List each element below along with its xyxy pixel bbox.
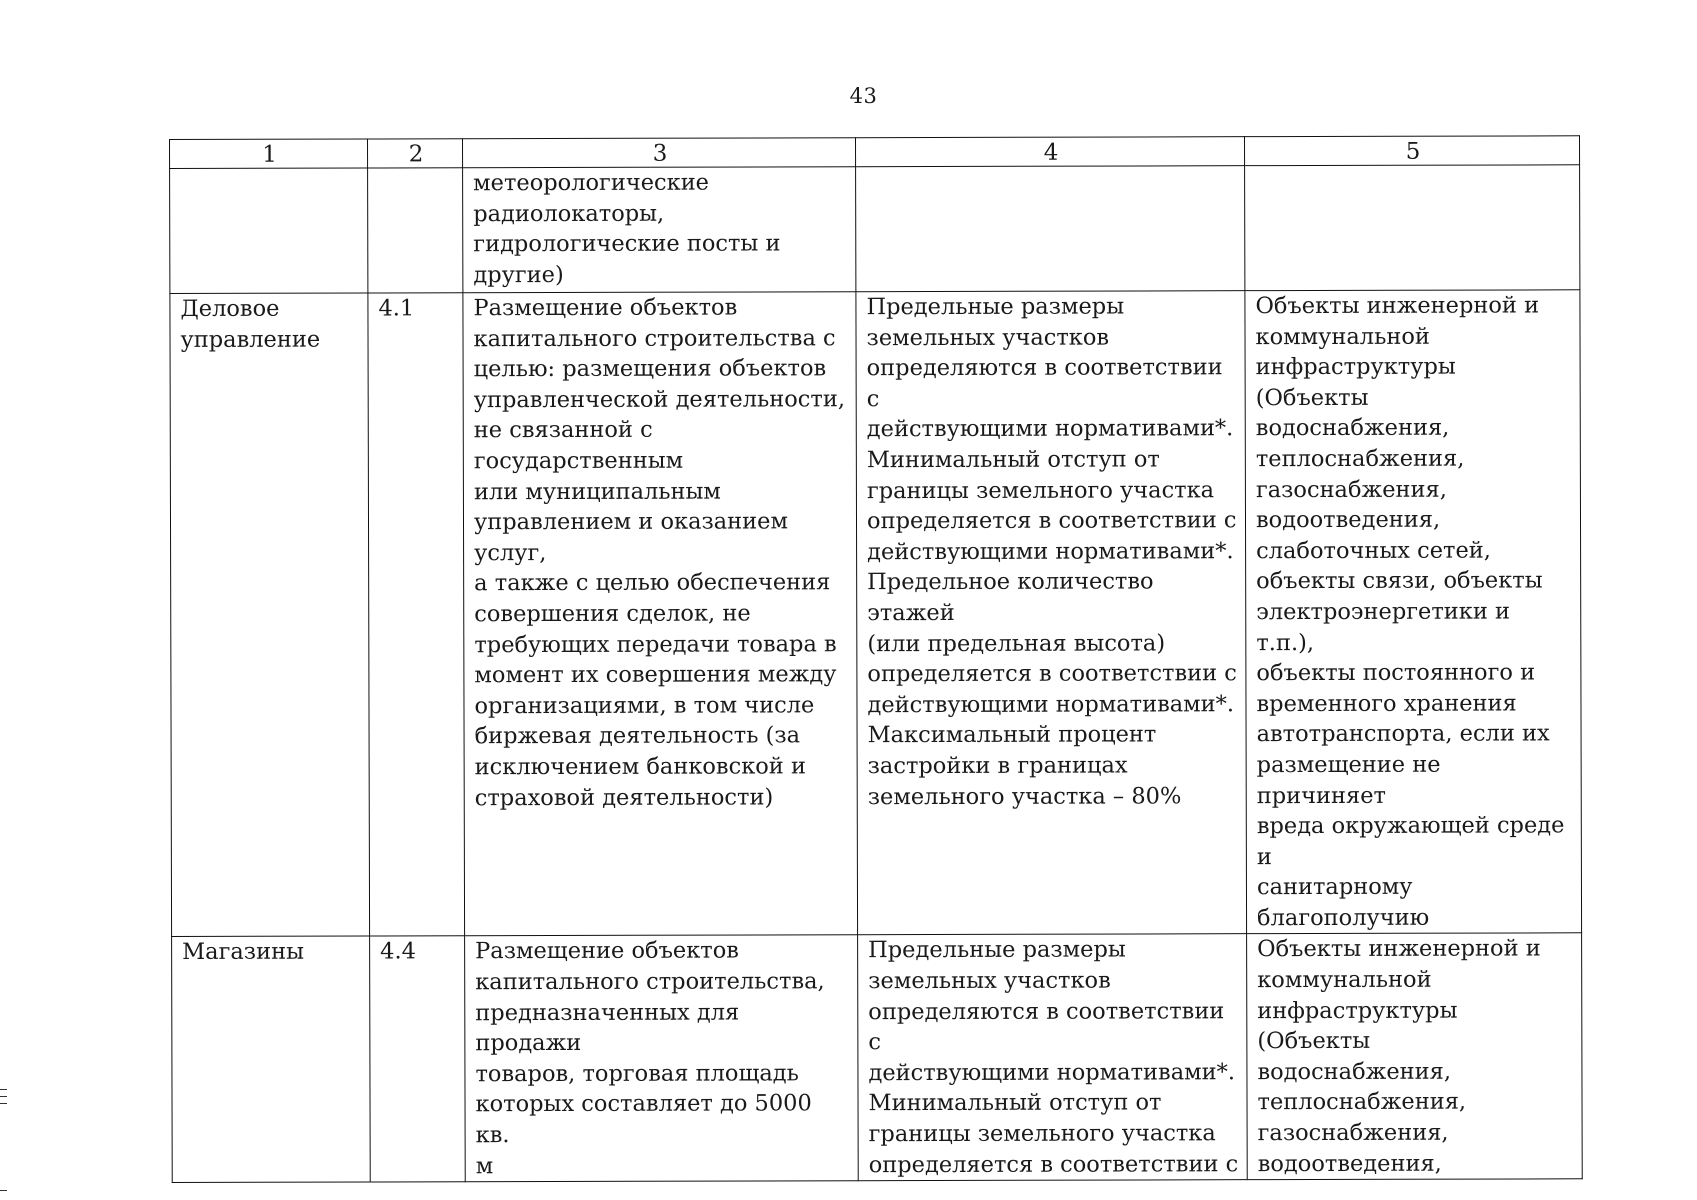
scan-edge-mark <box>0 1190 7 1191</box>
zoning-table <box>169 135 1583 1183</box>
cell-name <box>170 168 368 294</box>
cell-auxiliary: Объекты инженерной и коммунальной инфраструктуры (Объекты водоснабжения, теплоснабжения, газоснабжения, водоотведения, <box>1247 933 1583 1180</box>
cell-parameters <box>856 166 1245 292</box>
table-row <box>172 933 1583 1182</box>
column-header-3: 3 <box>463 138 856 168</box>
table-row <box>170 165 1580 294</box>
cell-code: 4.4 <box>370 936 466 1182</box>
scan-edge-mark <box>0 1103 7 1104</box>
column-header-4: 4 <box>855 137 1244 167</box>
scan-edge-mark <box>0 1089 7 1090</box>
cell-name: Деловое управление <box>170 293 370 937</box>
cell-auxiliary <box>1245 165 1580 291</box>
cell-code: 4.1 <box>368 293 465 937</box>
table-row <box>170 290 1582 937</box>
cell-parameters: Предельные размеры земельных участков определяются в соответствии с действующими нормативами*. Минимальный отступ от границы земельного участка определяется в соответствии с действующими нормативами*. Предельное количество этажей (или предельная высота) определяется в соответствии с действующими нормативами*. Максимальный процент застройки в границах земельного участка – 80% <box>856 291 1247 935</box>
cell-code <box>368 168 463 293</box>
page-number: 43 <box>849 84 878 108</box>
column-header-5: 5 <box>1244 136 1579 166</box>
scan-edge-mark <box>0 1096 7 1097</box>
column-header-1: 1 <box>170 139 368 169</box>
cell-parameters: Предельные размеры земельных участков определяются в соответствии с действующими нормативами*. Минимальный отступ от границы земельного участка определяется в соответствии с <box>858 934 1248 1181</box>
cell-auxiliary: Объекты инженерной и коммунальной инфраструктуры (Объекты водоснабжения, теплоснабжения, газоснабжения, водоотведения, слаботочных сетей, объекты связи, объекты электроэнергетики и т.п.), объекты постоянного и временного хранения автотранспорта, если их размещение не причиняет вреда окружающей среде и санитарному благополучию <box>1245 290 1582 934</box>
column-header-2: 2 <box>368 139 463 168</box>
cell-description: Размещение объектов капитального строительства, предназначенных для продажи товаров, торговая площадь которых составляет до 5000 кв. м <box>465 935 859 1182</box>
cell-description: метеорологические радиолокаторы, гидрологические посты и другие) <box>463 167 856 293</box>
table-header-row <box>170 136 1580 169</box>
cell-description: Размещение объектов капитального строительства с целью: размещения объектов управленческой деятельности, не связанной с государственным или муниципальным управлением и оказанием услуг, а также с целью обеспечения совершения сделок, не требующих передачи товара в момент их совершения между организациями, в том числе биржевая деятельность (за исключением банковской и страховой деятельности) <box>463 292 858 936</box>
cell-name: Магазины <box>172 936 371 1182</box>
